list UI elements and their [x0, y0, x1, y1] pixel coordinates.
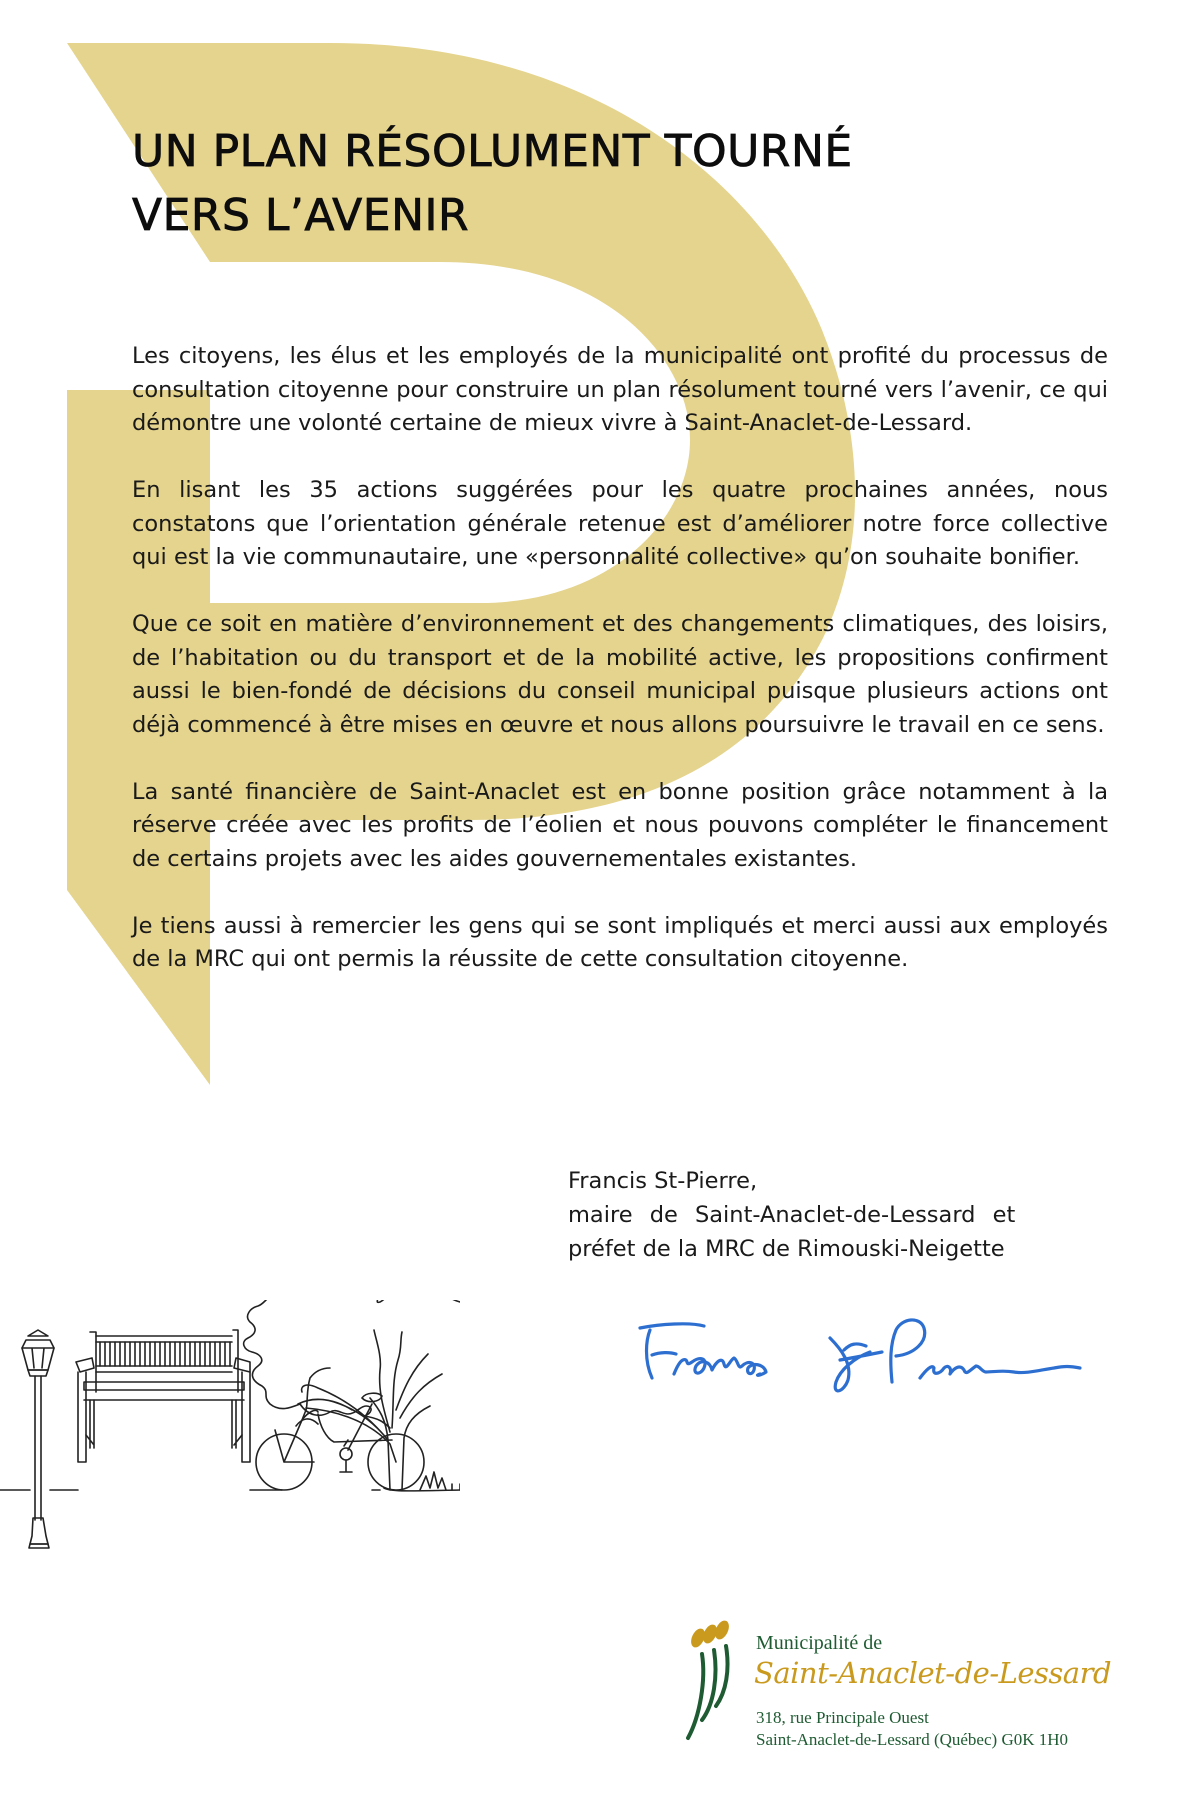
signature-stroke-st	[830, 1338, 882, 1391]
paragraph-4: La santé financière de Saint-Anaclet est en bonne position grâce notamment à la réserve créée avec les profits de l’éolien et nous pouvons compléter le financement de certains projets avec les aides gouvernementales existantes.	[132, 778, 1108, 872]
paragraph-2: En lisant les 35 actions suggérées pour les quatre prochaines années, nous constatons que l’orientation générale retenue est d’améliorer notre force collective qui est la vie communautaire, une «personnalité collective» qu’on souhaite bonifier.	[132, 477, 1108, 570]
logo-address-line-1: 318, rue Principale Ouest	[756, 1708, 929, 1727]
bicycle-icon	[256, 1368, 424, 1490]
wheat-stem-1	[688, 1654, 703, 1738]
signature-block	[568, 1164, 1128, 1266]
paragraph-5: Je tiens aussi à remercier les gens qui se sont impliqués et merci aussi aux employés de la MRC qui ont permis la réussite de cette consultation citoyenne.	[132, 912, 1108, 972]
handwritten-signature	[630, 1300, 1110, 1410]
letter-body	[132, 340, 1108, 1010]
grass-icon	[420, 1472, 460, 1490]
signature-stroke-rancis	[674, 1358, 766, 1375]
municipality-logo	[684, 1620, 1164, 1770]
logo-address-line-2: Saint-Anaclet-de-Lessard (Québec) G0K 1H0	[756, 1730, 1069, 1749]
signature-stroke-ierre	[920, 1366, 1080, 1378]
page-title	[132, 120, 1032, 248]
signatory-role-line-2: préfet de la MRC de Rimouski-Neigette	[568, 1236, 1005, 1262]
logo-line-2: Saint-Anaclet-de-Lessard	[754, 1656, 1112, 1690]
wheat-stem-3	[716, 1646, 728, 1706]
park-illustration	[0, 1300, 460, 1600]
paragraph-3: Que ce soit en matière d’environnement et des changements climatiques, des loisirs, de l’habitation ou du transport et de la mobilité active, les propositions confirment aussi le bien-fondé de décisions du conseil municipal puisque plusieurs actions ont déjà commencé à être mises en œuvre et nous allons poursuivre le travail en ce sens.	[132, 611, 1108, 738]
street-lamp-icon	[22, 1330, 54, 1548]
signature-stroke-p	[891, 1320, 925, 1382]
signatory-role-line-1: maire de Saint-Anaclet-de-Lessard et	[568, 1202, 1016, 1228]
title-line-2: VERS L’AVENIR	[132, 190, 470, 241]
logo-line-1: Municipalité de	[756, 1632, 883, 1654]
bench-icon	[76, 1330, 250, 1462]
wheat-logo-icon	[684, 1620, 754, 1750]
paragraph-1: Les citoyens, les élus et les employés de la municipalité ont profité du processus de consultation citoyenne pour construire un plan résolument tourné vers l’avenir, ce qui démontre une volonté certaine de mieux vivre à Saint-Anaclet-de-Lessard.	[132, 343, 1108, 436]
tree-icon	[244, 1300, 460, 1490]
signatory-name: Francis St-Pierre,	[568, 1168, 758, 1194]
title-line-1: UN PLAN RÉSOLUMENT TOURNÉ	[132, 126, 853, 177]
